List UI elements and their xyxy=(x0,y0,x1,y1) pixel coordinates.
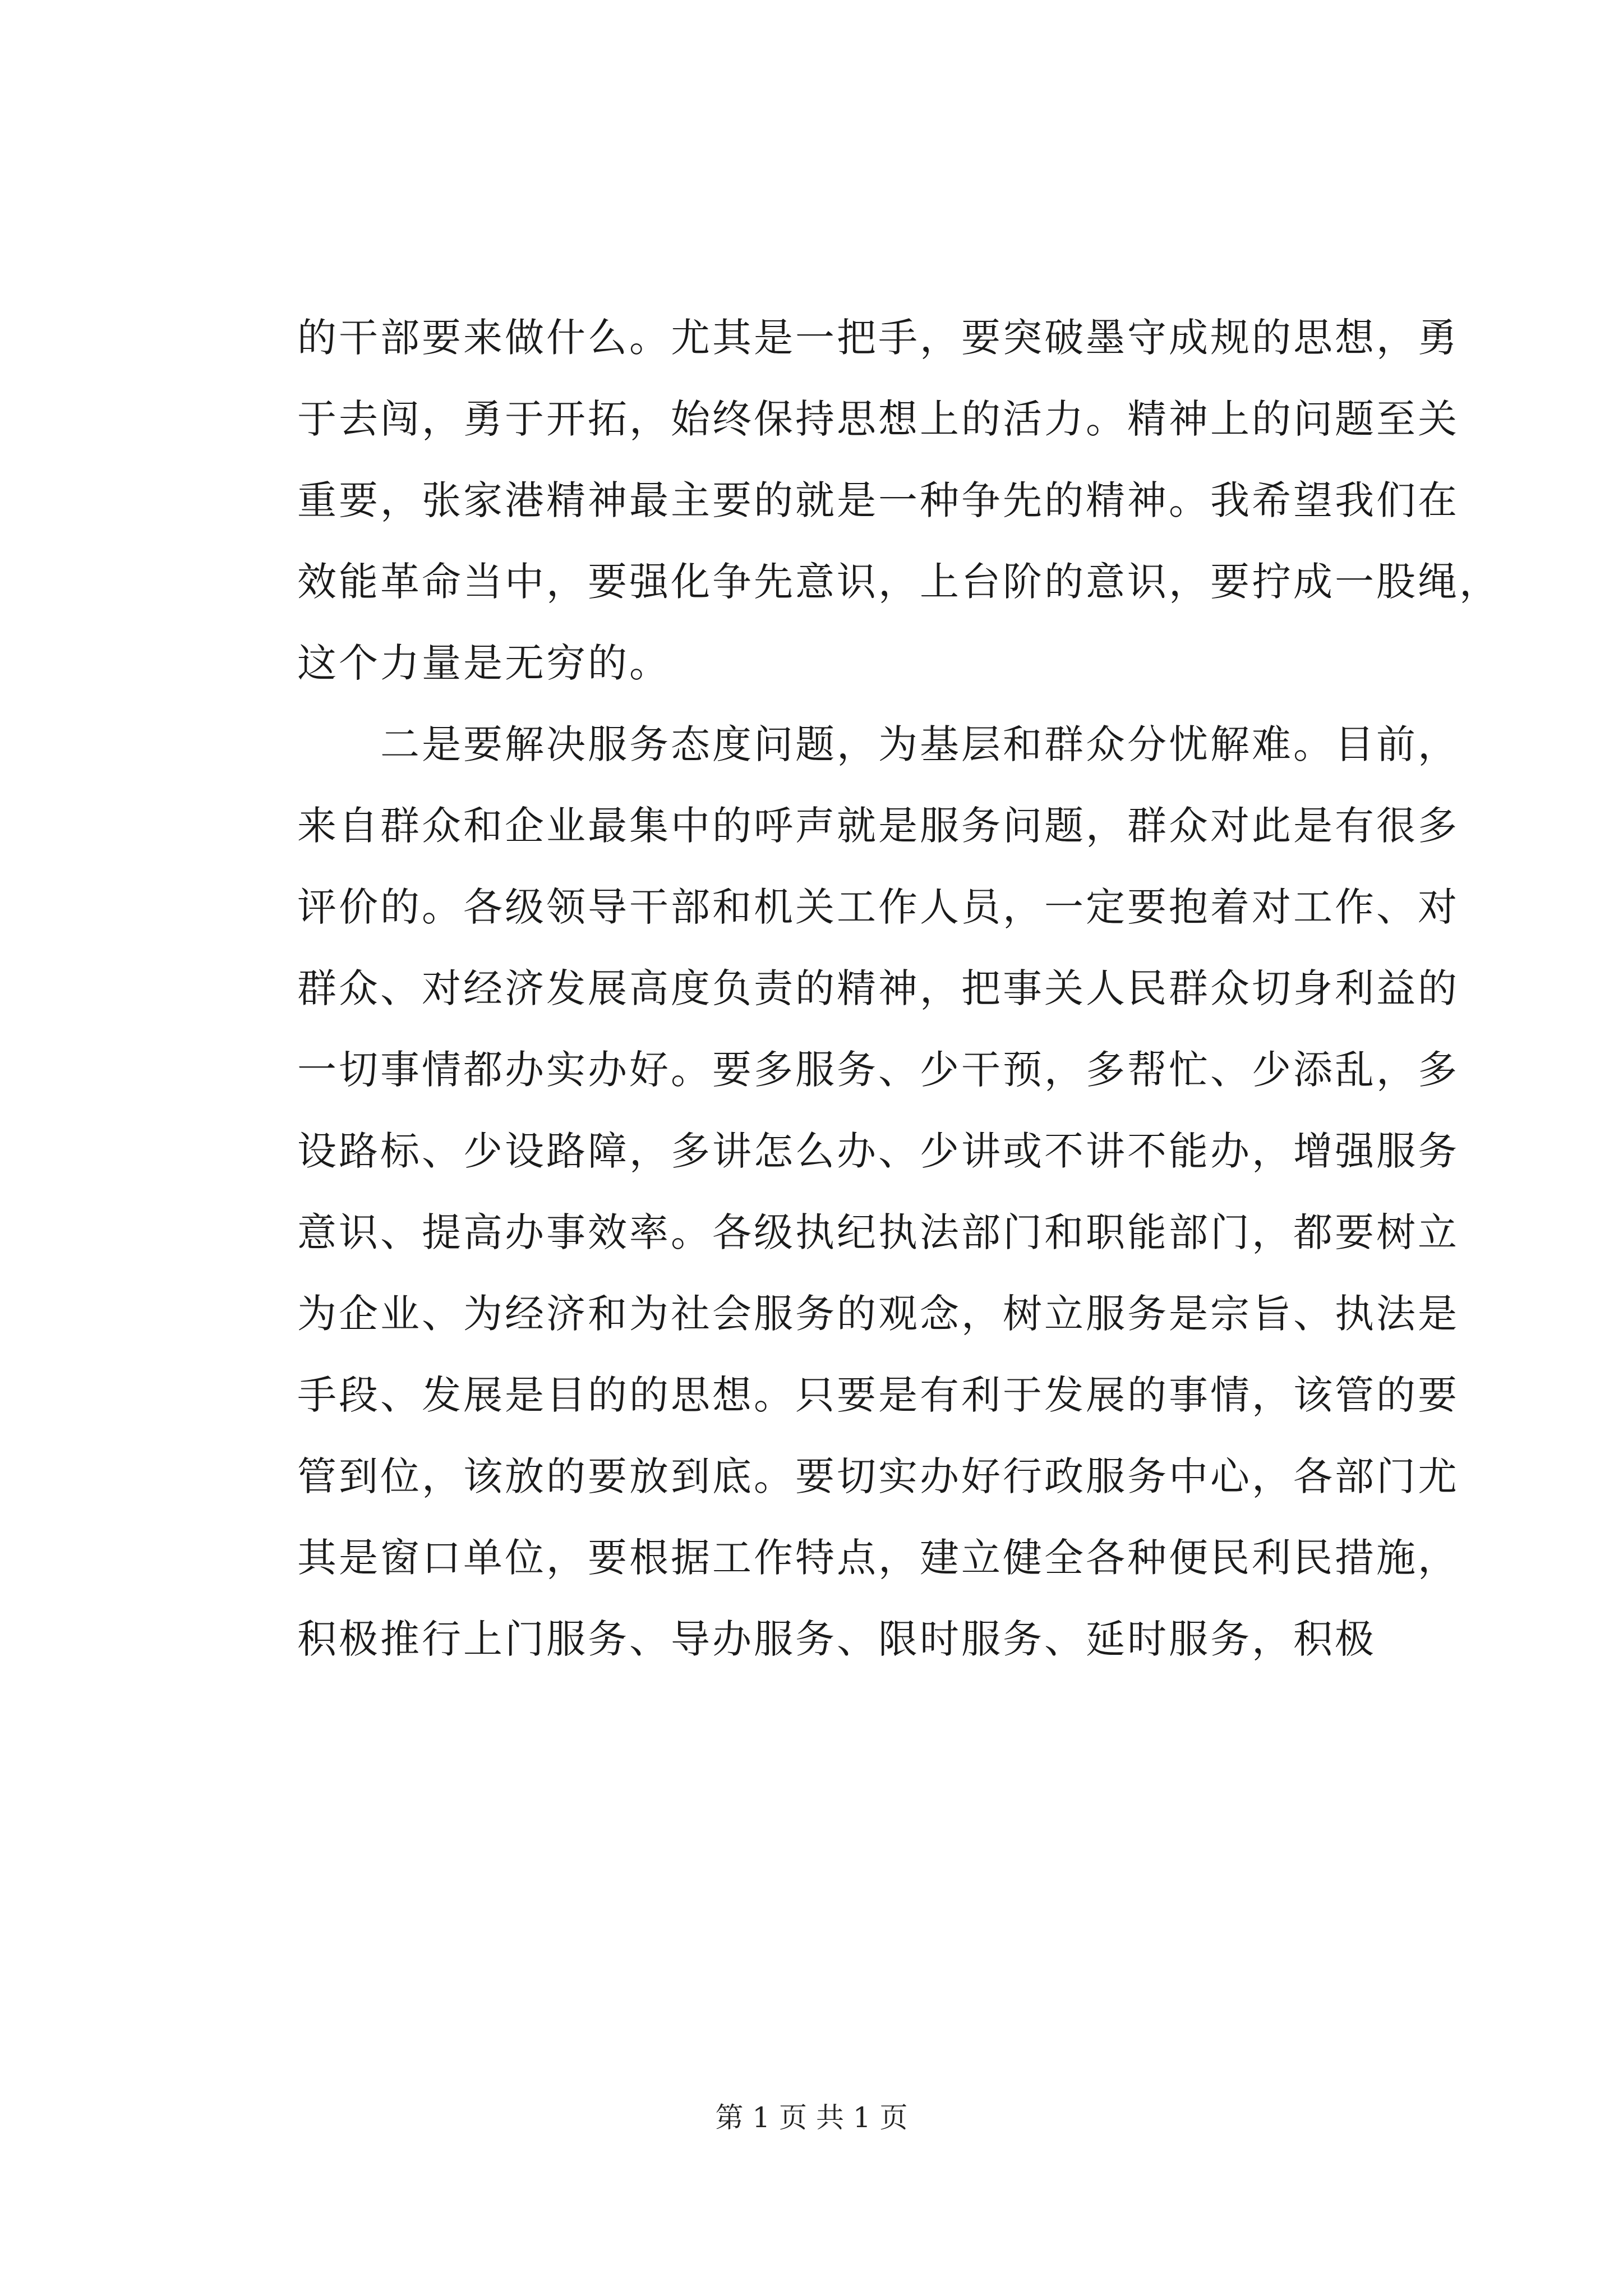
text-line: 二是要解决服务态度问题，为基层和群众分忧解难。目前， xyxy=(297,721,1459,767)
text-line: 意识、提高办事效率。各级执纪执法部门和职能部门，都要树立 xyxy=(297,1209,1459,1255)
text-line: 手段、发展是目的的思想。只要是有利于发展的事情，该管的要 xyxy=(297,1372,1459,1418)
text-line: 管到位，该放的要放到底。要切实办好行政服务中心，各部门尤 xyxy=(297,1453,1459,1499)
text-line: 评价的。各级领导干部和机关工作人员，一定要抱着对工作、对 xyxy=(297,884,1459,930)
text-line: 群众、对经济发展高度负责的精神，把事关人民群众切身利益的 xyxy=(297,965,1459,1011)
text-line: 为企业、为经济和为社会服务的观念，树立服务是宗旨、执法是 xyxy=(297,1291,1459,1337)
text-line: 于去闯，勇于开拓，始终保持思想上的活力。精神上的问题至关 xyxy=(297,396,1459,442)
text-line: 其是窗口单位，要根据工作特点，建立健全各种便民利民措施， xyxy=(297,1535,1459,1581)
page-number-footer: 第 1 页 共 1 页 xyxy=(715,2101,908,2134)
text-line: 来自群众和企业最集中的呼声就是服务问题，群众对此是有很多 xyxy=(297,803,1459,849)
text-line: 这个力量是无穷的。 xyxy=(297,640,671,686)
text-line: 设路标、少设路障，多讲怎么办、少讲或不讲不能办，增强服务 xyxy=(297,1128,1459,1174)
text-line: 效能革命当中，要强化争先意识，上台阶的意识，要拧成一股绳， xyxy=(297,559,1501,605)
body-text xyxy=(297,297,1501,1680)
text-line: 的干部要来做什么。尤其是一把手，要突破墨守成规的思想，勇 xyxy=(297,315,1459,361)
text-line: 重要，张家港精神最主要的就是一种争先的精神。我希望我们在 xyxy=(297,477,1459,523)
text-line: 积极推行上门服务、导办服务、限时服务、延时服务，积极 xyxy=(297,1616,1376,1662)
text-line: 一切事情都办实办好。要多服务、少干预，多帮忙、少添乱，多 xyxy=(297,1047,1459,1093)
